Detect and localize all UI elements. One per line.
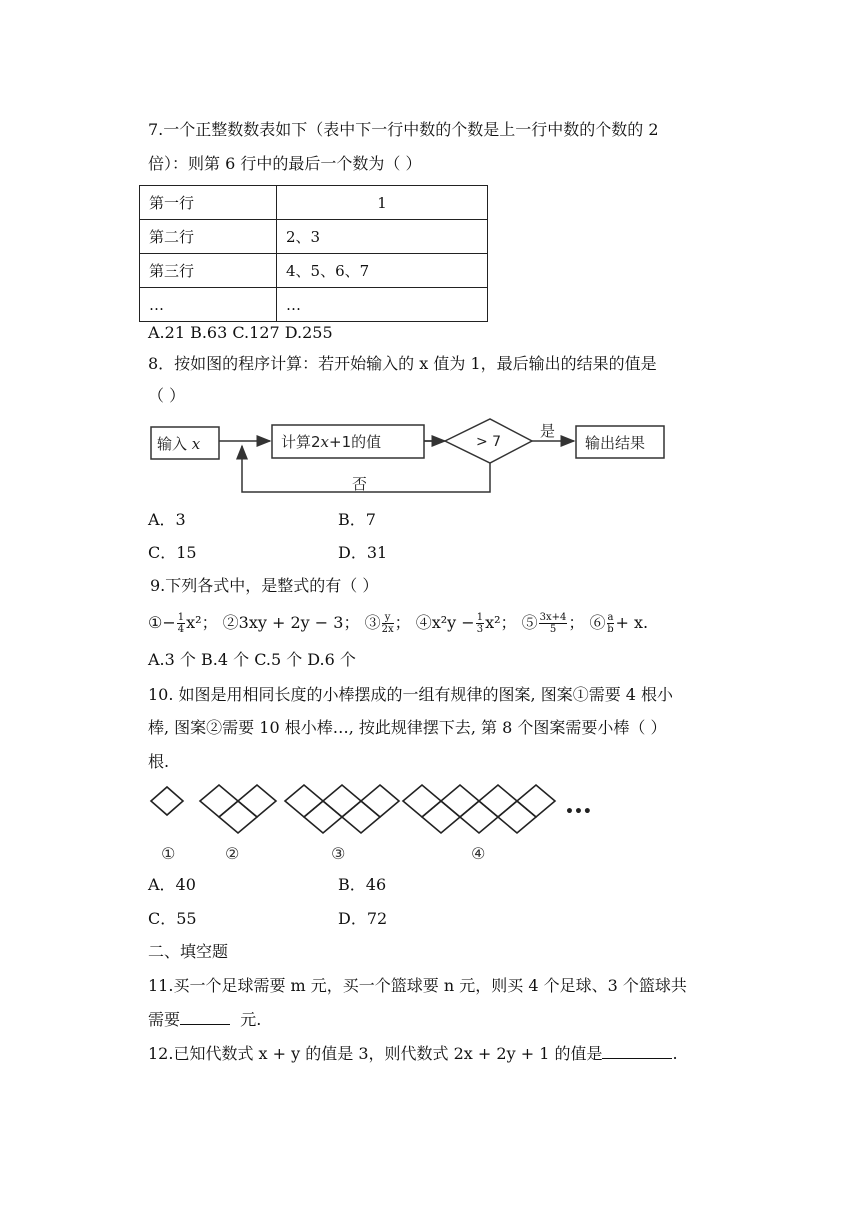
q8-option-d: D．31 <box>338 543 388 562</box>
pattern-label-2: ② <box>225 844 240 863</box>
table-cell: 第一行 <box>140 186 277 220</box>
q10-option-c: C．55 <box>148 909 197 928</box>
q9-options: A.3 个 B.4 个 C.5 个 D.6 个 <box>148 650 356 669</box>
table-cell: 4、5、6、7 <box>277 254 488 288</box>
no-label: 否 <box>352 475 368 493</box>
compute-label: 计算2x+1的值 <box>281 433 382 451</box>
expr-6: ⑥ $\frac{a}{b}$ + x. <box>589 612 649 635</box>
q9-expressions <box>148 610 648 636</box>
q10-option-b: B．46 <box>338 875 387 894</box>
q10-option-a: A．40 <box>148 875 196 894</box>
table-row <box>140 288 488 322</box>
yes-label: 是 <box>540 422 556 440</box>
table-row <box>140 220 488 254</box>
program-flowchart <box>140 410 680 505</box>
q7-line2: 倍）：则第 6 行中的最后一个数为（ ） <box>148 154 422 173</box>
number-table <box>139 185 488 322</box>
q11-line2: 需要 元. <box>148 1010 262 1029</box>
pattern-label-4: ④ <box>471 844 486 863</box>
table-cell: … <box>140 288 277 322</box>
expr-2: ②3xy + 2y − 3； <box>222 613 360 632</box>
answer-blank[interactable] <box>180 1024 230 1025</box>
expr-3: ③ $\frac{y}{2x}$ ； <box>364 612 411 635</box>
pattern-3 <box>285 785 399 833</box>
output-label: 输出结果 <box>585 434 646 452</box>
pattern-label-3: ③ <box>331 844 346 863</box>
table-cell: 1 <box>277 186 488 220</box>
pattern-label-1: ① <box>161 844 176 863</box>
q8-option-a: A．3 <box>148 510 186 529</box>
pattern-2 <box>200 785 276 833</box>
table-row <box>140 186 488 220</box>
answer-blank[interactable] <box>602 1058 672 1059</box>
q8-line2: （ ） <box>148 386 186 405</box>
q12-line: 12.已知代数式 x + y 的值是 3，则代数式 2x + 2y + 1 的值是 . <box>148 1044 678 1063</box>
table-cell: 2、3 <box>277 220 488 254</box>
pattern-4 <box>403 785 555 833</box>
q10-option-d: D．72 <box>338 909 388 928</box>
q10-line2: 棒, 图案②需要 10 根小棒…, 按此规律摆下去, 第 8 个图案需要小棒（ ） <box>148 718 667 737</box>
expr-1: ①− $\frac{1}{4}$ x²； <box>148 612 218 635</box>
pattern-1-diamond <box>151 787 183 815</box>
expr-5: ⑤ $\frac{3x+4}{5}$ ； <box>521 612 585 635</box>
input-label: 输入 x <box>157 435 201 453</box>
q11-line1: 11.买一个足球需要 m 元，买一个篮球要 n 元，则买 4 个足球、3 个篮球共 <box>148 976 687 995</box>
table-cell: … <box>277 288 488 322</box>
q9-line1: 9.下列各式中，是整式的有（ ） <box>150 576 379 595</box>
stick-patterns <box>140 780 600 870</box>
expr-4: ④x²y − $\frac{1}{3}$ x²； <box>415 612 517 635</box>
table-cell: 第三行 <box>140 254 277 288</box>
q7-options: A.21 B.63 C.127 D.255 <box>148 323 333 342</box>
q10-line1: 10. 如图是用相同长度的小棒摆成的一组有规律的图案, 图案①需要 4 根小 <box>148 685 674 704</box>
table-row <box>140 254 488 288</box>
q7-line1: 7.一个正整数数表如下（表中下一行中数的个数是上一行中数的个数的 2 <box>148 120 659 139</box>
q8-option-c: C．15 <box>148 543 197 562</box>
section-heading-fill-in: 二、填空题 <box>148 942 229 961</box>
q8-option-b: B．7 <box>338 510 376 529</box>
condition-label: > 7 <box>476 434 502 450</box>
q10-line3: 根. <box>148 752 170 771</box>
ellipsis: ••• <box>565 804 592 820</box>
q8-line1: 8．按如图的程序计算：若开始输入的 x 值为 1，最后输出的结果的值是 <box>148 354 657 373</box>
table-cell: 第二行 <box>140 220 277 254</box>
